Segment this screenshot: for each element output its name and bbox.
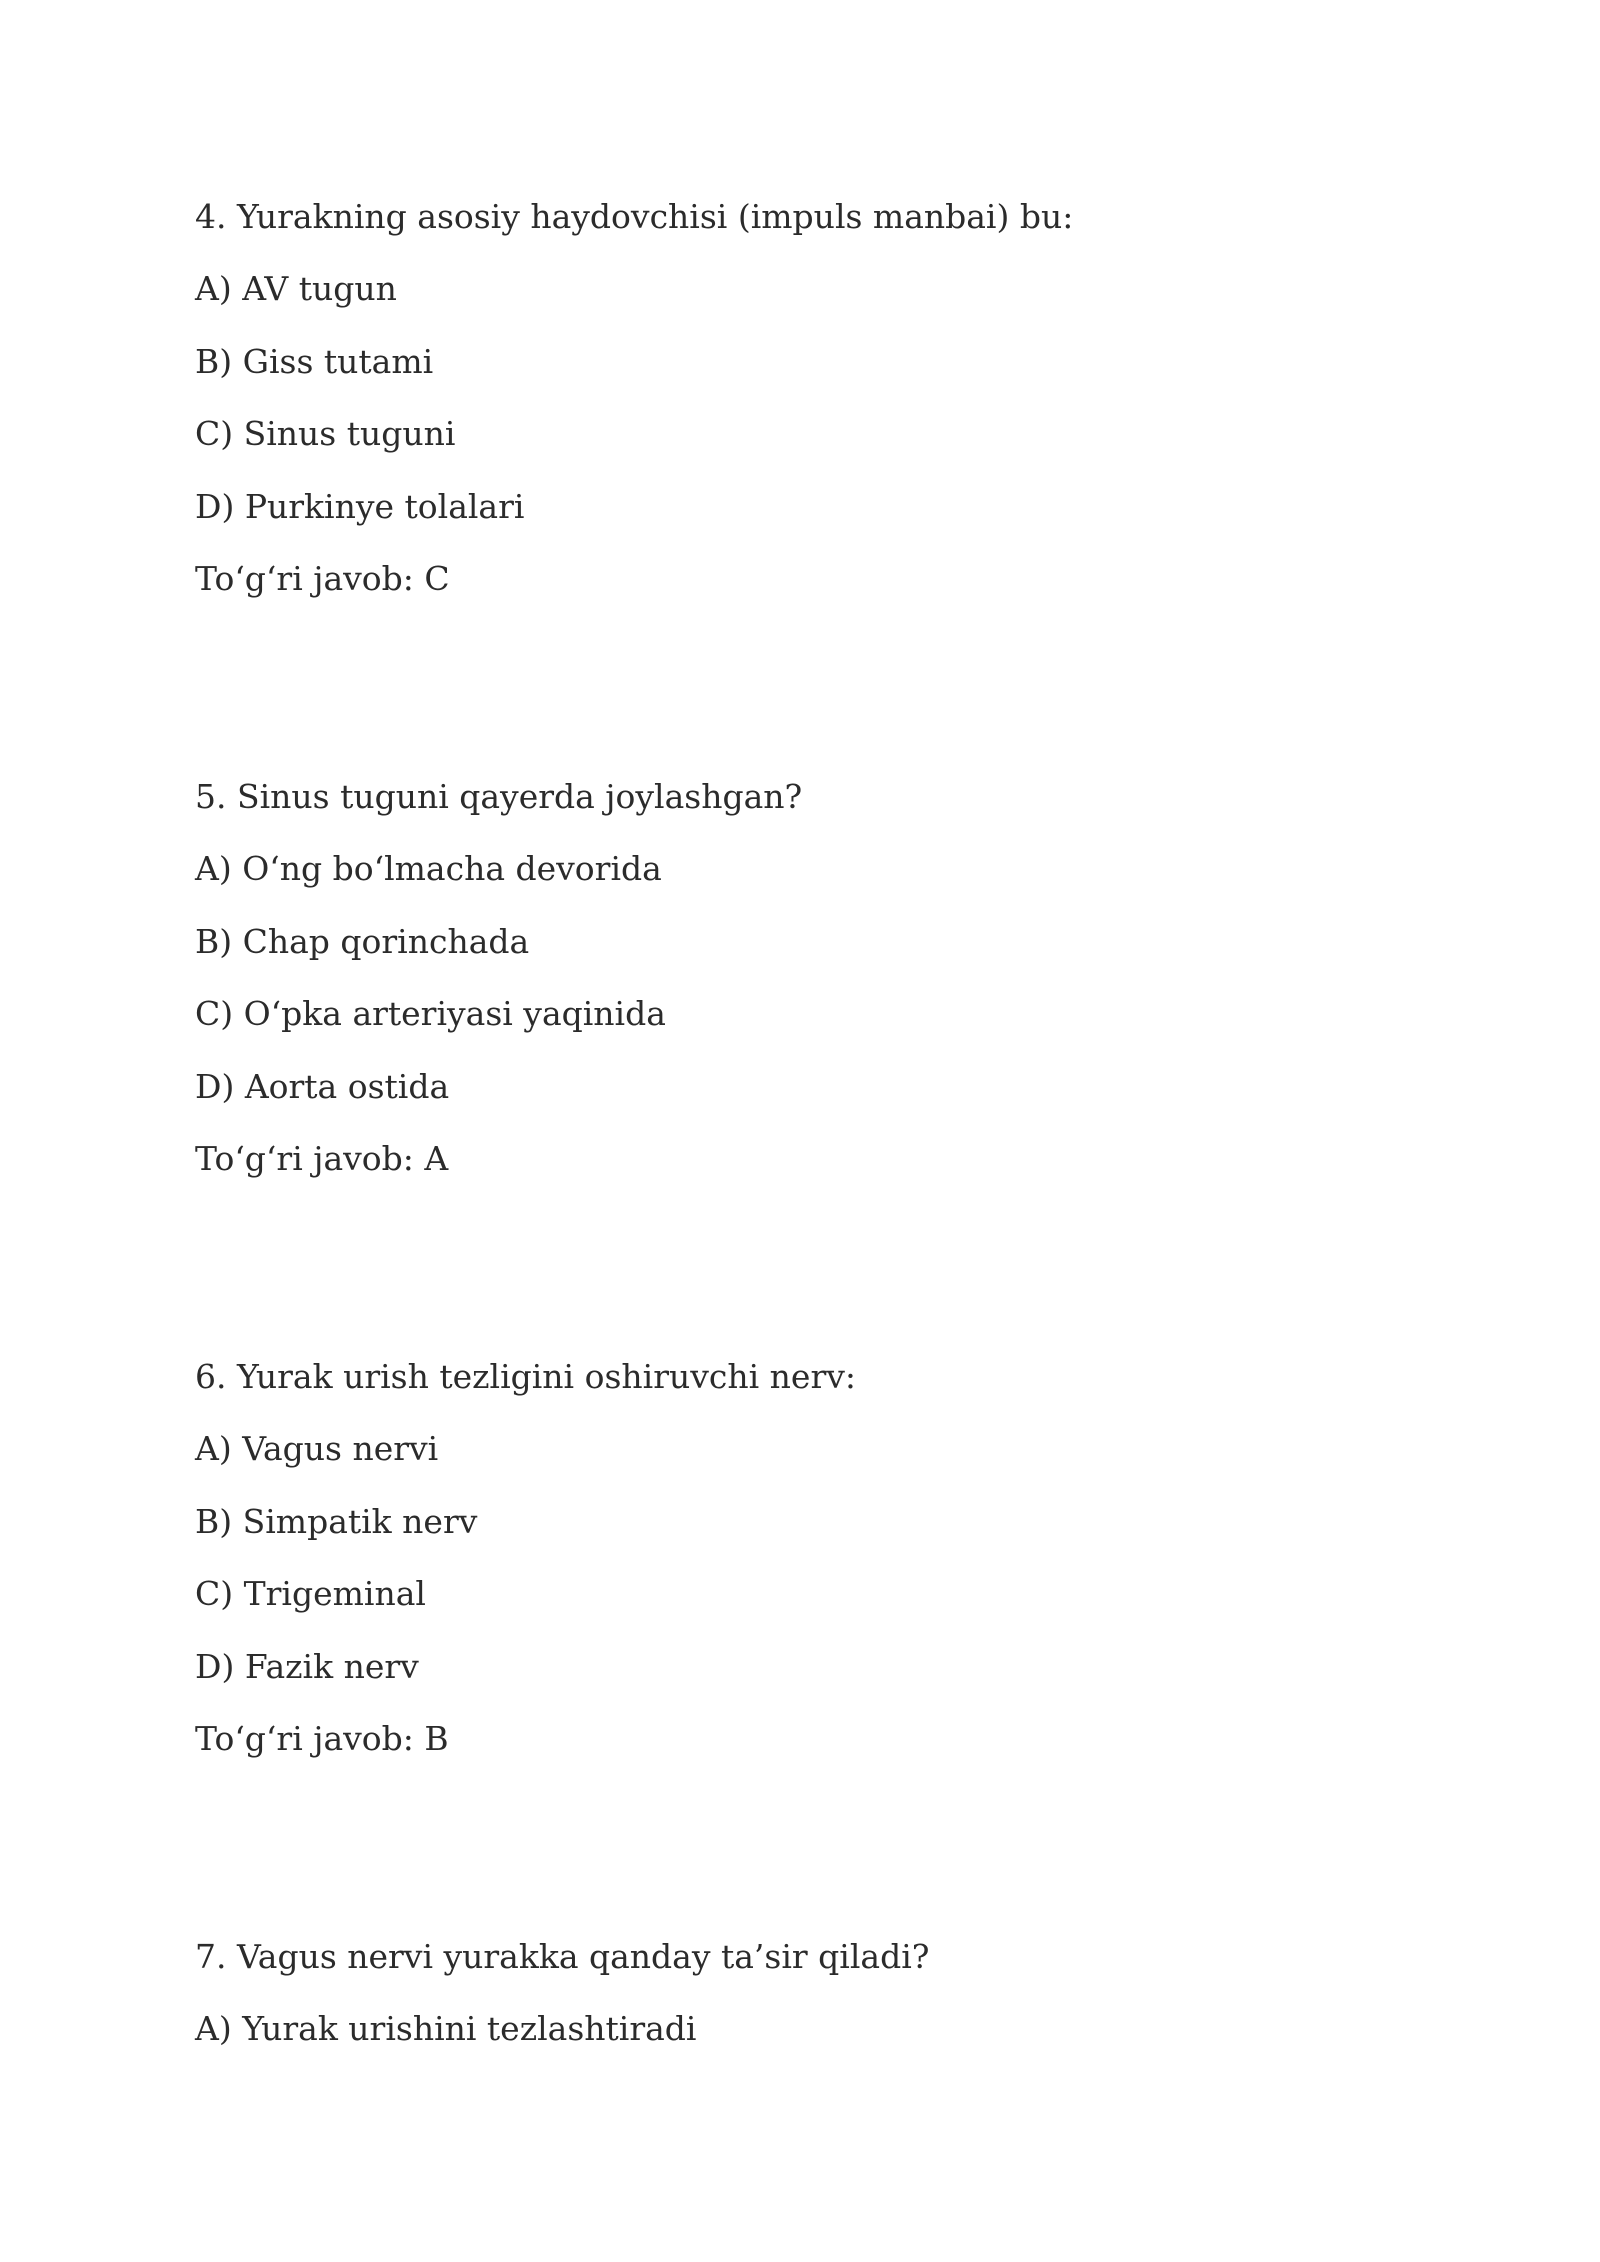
question-6-text: 6. Yurak urish tezligini oshiruvchi nerv:: [195, 1357, 856, 1396]
question-4-option-a: A) AV tugun: [195, 269, 397, 308]
question-5-option-c: C) O‘pka arteriyasi yaqinida: [195, 994, 666, 1033]
question-5-option-a: A) O‘ng bo‘lmacha devorida: [195, 849, 662, 888]
question-7-text: 7. Vagus nervi yurakka qanday ta’sir qiladi?: [195, 1937, 930, 1976]
question-6-answer: To‘g‘ri javob: B: [195, 1719, 449, 1758]
question-6-option-b: B) Simpatik nerv: [195, 1502, 478, 1541]
question-5-option-b: B) Chap qorinchada: [195, 922, 530, 961]
question-4-option-b: B) Giss tutami: [195, 342, 434, 381]
question-6-option-a: A) Vagus nervi: [195, 1429, 439, 1468]
question-6-option-d: D) Fazik nerv: [195, 1647, 419, 1686]
question-7-option-a: A) Yurak urishini tezlashtiradi: [195, 2009, 697, 2048]
question-4-option-c: C) Sinus tuguni: [195, 414, 456, 453]
question-4-option-d: D) Purkinye tolalari: [195, 487, 525, 526]
question-4-answer: To‘g‘ri javob: C: [195, 559, 450, 598]
question-6-option-c: C) Trigeminal: [195, 1574, 426, 1613]
question-5-answer: To‘g‘ri javob: A: [195, 1139, 449, 1178]
question-5-text: 5. Sinus tuguni qayerda joylashgan?: [195, 777, 803, 816]
question-4-text: 4. Yurakning asosiy haydovchisi (impuls manbai) bu:: [195, 197, 1074, 236]
question-5-option-d: D) Aorta ostida: [195, 1067, 450, 1106]
